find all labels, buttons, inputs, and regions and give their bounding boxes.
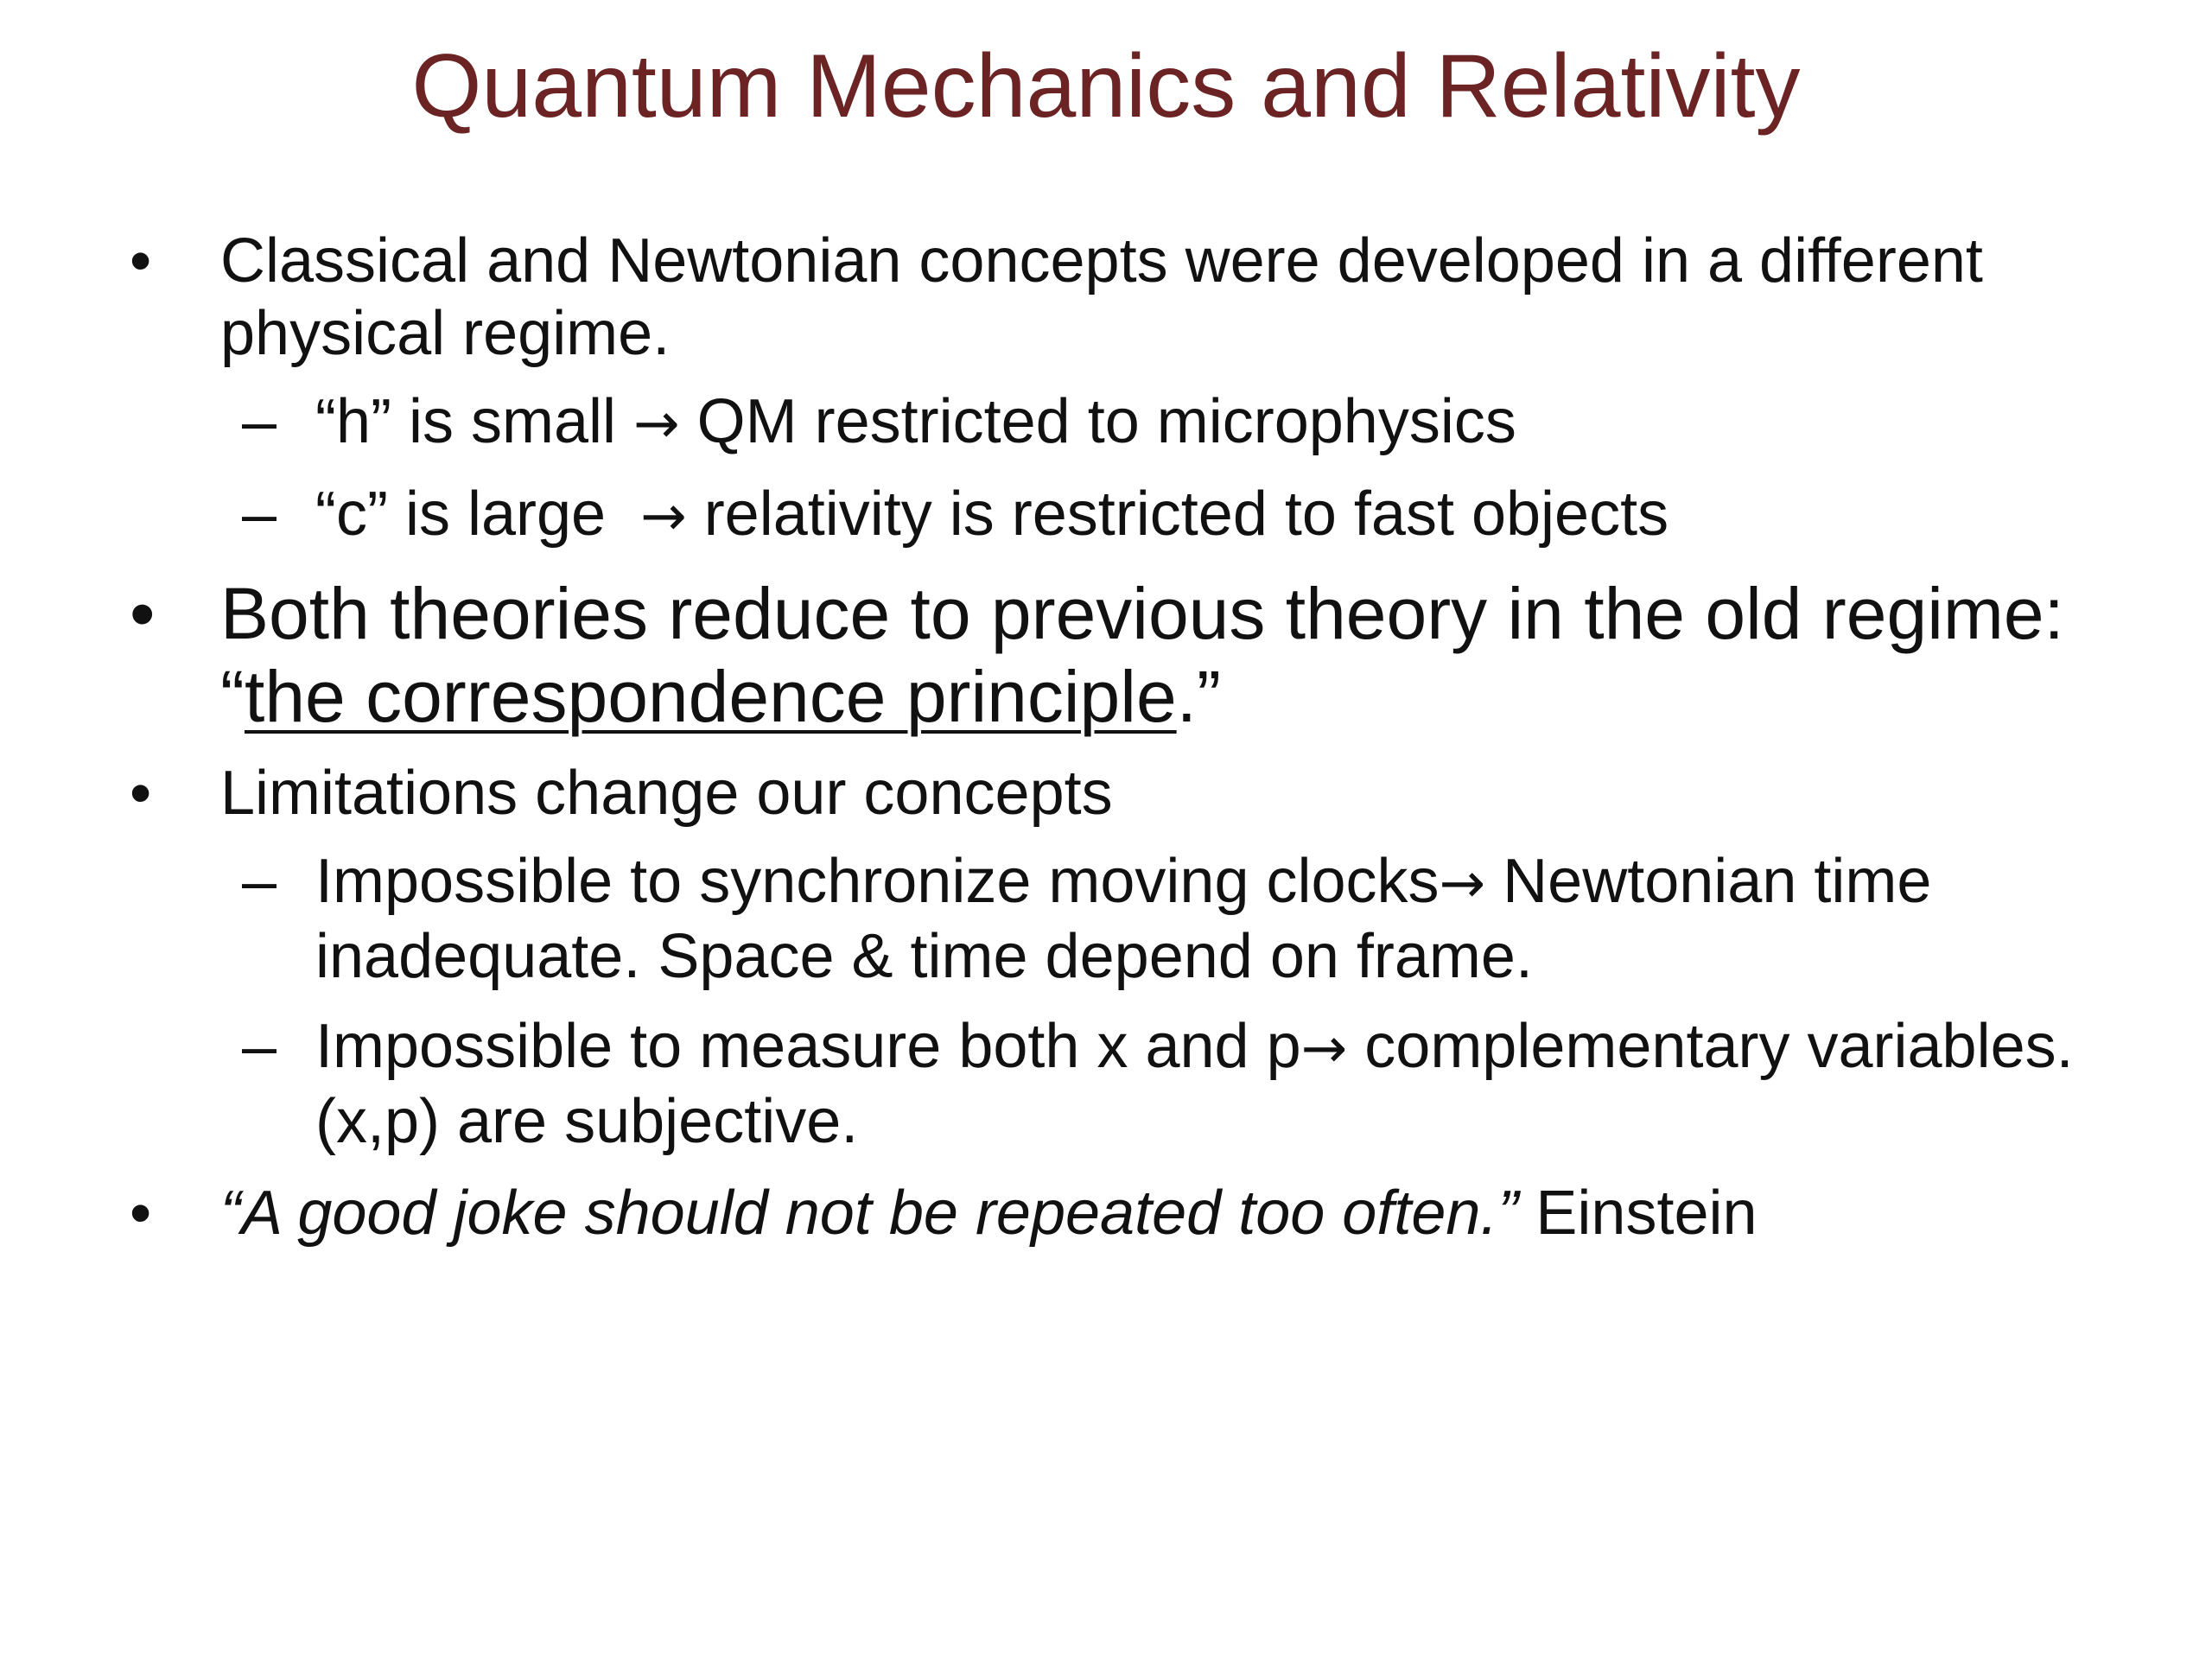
bullet-dot: • — [130, 1179, 152, 1248]
quote-author: Einstein — [1518, 1179, 1758, 1248]
slide-content — [130, 225, 2117, 1249]
sub-bullet-text-before: “c” is large — [315, 480, 641, 549]
bullet-classical-concepts — [130, 225, 2117, 370]
sub-bullet-dash: – — [242, 1012, 277, 1081]
sub-bullet-clocks — [130, 845, 2117, 993]
sub-bullet-text-after: QM restricted to microphysics — [679, 387, 1516, 456]
sub-bullet-dash: – — [242, 480, 277, 549]
correspondence-principle-underlined: the correspondence principle — [244, 656, 1177, 737]
bullet-text-before: Both theories reduce to previous theory in the old regime: “ — [220, 573, 2064, 737]
einstein-quote: “A good joke should not be repeated too often.” — [220, 1179, 1519, 1248]
bullet-dot: • — [130, 573, 156, 654]
sub-bullet-text-after: relativity is restricted to fast objects — [686, 480, 1669, 549]
sub-bullet-measure-x-p — [130, 1010, 2117, 1158]
arrow-icon: → — [1439, 852, 1486, 916]
bullet-correspondence-principle — [130, 572, 2117, 738]
sub-bullet-text-before: Impossible to synchronize moving clocks — [315, 847, 1440, 916]
bullet-dot: • — [130, 759, 152, 828]
sub-bullet-dash: – — [242, 847, 277, 916]
sub-bullet-text-after: Newtonian time inadequate. Space & time depend on frame. — [315, 847, 1932, 991]
sub-bullet-dash: – — [242, 387, 277, 456]
bullet-text-after: .” — [1176, 656, 1221, 737]
sub-bullet-text-before: Impossible to measure both x and p — [315, 1012, 1301, 1081]
arrow-icon: → — [640, 485, 687, 549]
bullet-text: Limitations change our concepts — [220, 759, 1113, 828]
sub-bullet-text-after: complementary variables. (x,p) are subjective. — [315, 1012, 2074, 1156]
bullet-limitations — [130, 757, 2117, 830]
bullet-text: Classical and Newtonian concepts were developed in a different physical regime. — [220, 226, 1983, 368]
sub-bullet-text-before: “h” is small — [315, 387, 634, 456]
arrow-icon: → — [633, 392, 680, 456]
slide-title: Quantum Mechanics and Relativity — [411, 36, 1801, 137]
sub-bullet-c-large — [130, 478, 2117, 553]
arrow-icon: → — [1300, 1017, 1348, 1081]
bullet-einstein-quote — [130, 1177, 2117, 1249]
sub-bullet-h-small — [130, 385, 2117, 461]
bullet-dot: • — [130, 226, 152, 296]
